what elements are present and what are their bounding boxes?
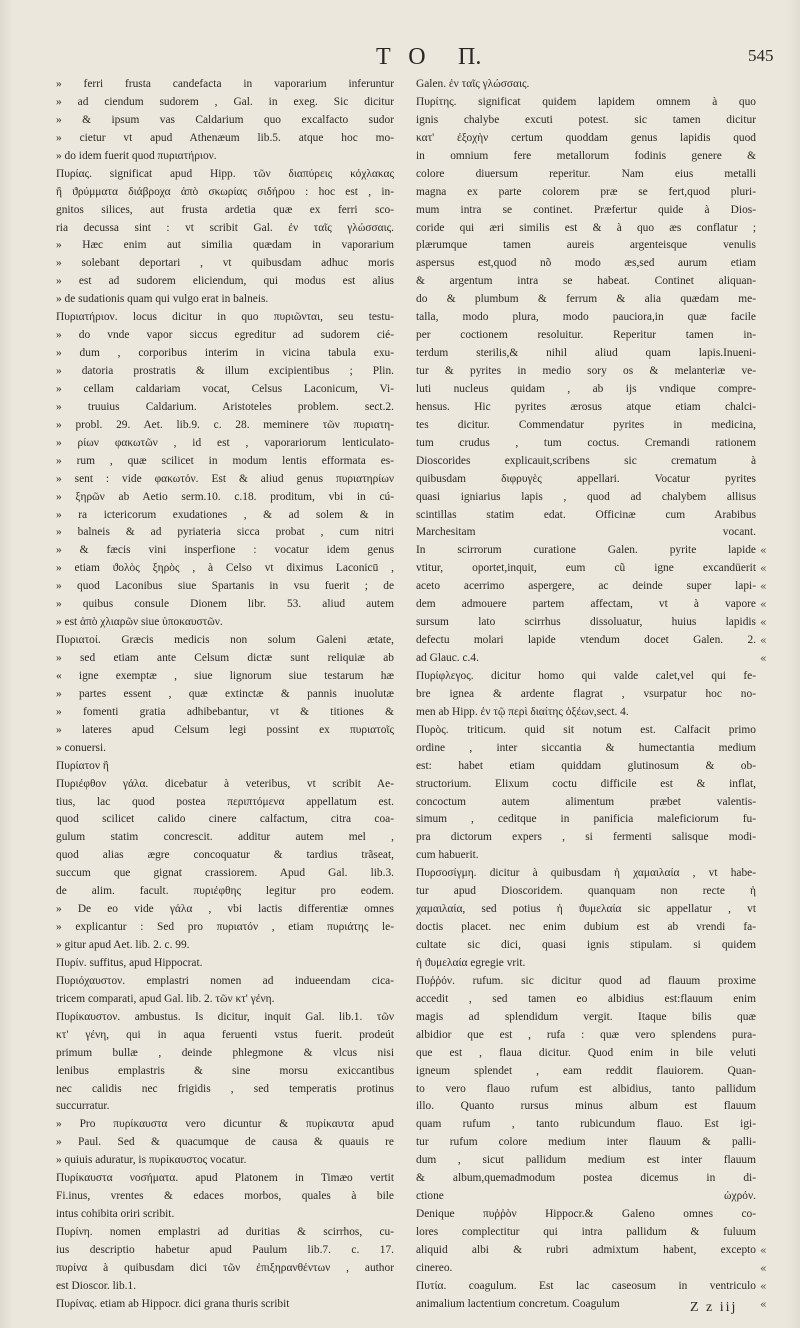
left-column-line: quod scilicet calido cinere calfactum, citra coa- [56,813,394,826]
right-column-line: ἡ ϑυμελαία egregie vrit. [416,956,526,969]
left-column-line: » etiam ϑολὸς ξηρὸς , à Celso vt diximus Laconicū , [56,562,394,575]
margin-quote-mark [760,489,780,507]
margin-quote-mark [760,937,780,955]
right-column-line: tur & pyrites in medio sory os & melanteriæ ve- [416,365,756,377]
margin-quote-mark [760,471,780,489]
margin-quote-mark: « [760,1243,767,1257]
right-column-line: ctione ὠχρόν. [416,1190,756,1203]
right-column-line: colore diuersum reperitur. Nam eius metalli [416,167,756,180]
left-column-line: » ad ciendum sudorem , Gal. in exeg. Sic dicitur [56,95,394,108]
left-column-line: » sed etiam ante Celsum dictæ sunt reliquiæ ab [56,652,394,664]
right-column-line: In scirrorum curatione Galen. pyrite lapide [416,544,756,557]
margin-quote-mark [760,1116,780,1134]
header-left: T O [376,44,432,70]
margin-quote-mark: « [760,580,767,594]
margin-quote-mark [760,1027,780,1045]
margin-quote-mark [760,865,780,883]
margin-quote-mark [760,1134,780,1152]
margin-quote-mark [760,112,780,130]
right-column-line: cinereo. [416,1261,453,1274]
margin-quote-mark [760,417,780,435]
margin-quote-mark [760,758,780,776]
margin-quote-mark [760,237,780,255]
left-column-line: Πυρίνη. nomen emplastri ad duritias & scirrhos, cu- [56,1226,394,1238]
left-column-line: » & ipsum vas Caldarium quo excalfacto sudor [56,113,394,126]
left-column-line: Πυρίας. significat apud Hipp. τῶν διαπύρεις κόχλακας [56,167,394,180]
right-column-line: Πυῤῥόν. rufum. sic dicitur quod ad flauum proxime [416,974,756,987]
left-column-line: Πυρίκαυστον. ambustus. Is dicitur, inquit Gal. lib.1. τῶν [56,1010,394,1023]
right-column-line: scintillas statim edat. Officinæ cum Arabibus [416,508,756,521]
left-column-line: ria decussa sint : vt scribit Gal. ἐν ταῖς γλώσσαις. [56,221,394,234]
left-column-line: » gitur apud Aet. lib. 2. c. 99. [56,939,190,951]
left-column-line: » & fæcis vini insperfione : vocatur idem genus [56,544,394,557]
right-column-line: igneum splendet , eam reddit flauiorem. Quan- [416,1064,756,1077]
left-column-line: » sent : vide φακωτόν. Est & aliud genus πυριατηρίων [56,472,394,485]
left-column-line: Πυρίν. suffitus, apud Hippocrat. [56,956,203,969]
margin-quote-mark [760,255,780,273]
right-column-line: defectu molari lapide vtendum docet Galen. 2. [416,634,756,647]
right-column-line: Πυρὸς. triticum. quid sit notum est. Calfacit primo [416,723,756,736]
right-column-line: tur rufum colore medium inter flauum & palli- [416,1136,756,1149]
margin-quote-mark [760,847,780,865]
margin-quote-mark [760,327,780,345]
left-column-line: πυρίνα à quibusdam dici τῶν ἐπιξηρανθέντων , author [56,1261,394,1274]
margin-quote-mark [760,704,780,722]
left-column-line: κτ' γένη, qui in aqua feruenti vstus fuerit. prodeút [56,1028,394,1041]
left-column-line: Πυρίκαυστα νοσήματα. apud Platonem in Timæo vertit [56,1172,394,1185]
right-column-line: magis ad splendidum vergit. Itaque bilis quæ [416,1010,756,1023]
right-column-line: κατ' ἐξοχὴν certum quoddam genus lapidis quod [416,131,756,144]
margin-quote-mark [760,381,780,399]
margin-quote-mark [760,1224,780,1242]
left-column-line: Πυρίατον ἢ [56,759,109,772]
margin-quote-mark [760,507,780,525]
left-column-line: gnitos silices, aut frusta ardetia quæ ex ferri sco- [56,203,394,216]
left-column-line: ἢ ϑρύμματα διάβροχα ἀπὸ σκωρίας σιδήρου : hoc est , in- [56,185,394,198]
margin-quote-mark [760,955,780,973]
left-column-line: » datoria prostratis & illum excipientibus ; Plin. [56,365,394,377]
right-column-line: doctis placet. nec enim dubium est ab vrendi fa- [416,921,756,934]
right-column-line: χαμαιλαία, sed potius ἡ ϑυμελαία sic appellatur , vt [416,903,756,916]
margin-quote-mark [760,148,780,166]
margin-quote-mark [760,1170,780,1188]
left-column-line: » Pro πυρίκαυστα vero dicuntur & πυρίκαυτα apud [56,1118,394,1131]
right-column-line: tur apud Dioscoridem. quanquam non recte ἡ [416,885,756,898]
left-column-line: » quiuis aduratur, is πυρίκαυστος vocatur. [56,1154,247,1167]
right-column-line: talla, modo plura, modo pauciora,in quæ facile [416,311,756,324]
left-column-line: » lateres apud Celsum legi possint ex πυριατοῖς [56,723,394,736]
left-column-line: Fi.inus, vrentes & edaces morbos, quales à bile [56,1190,394,1203]
right-column-line: & album,quemadmodum postea dicemus in di- [416,1172,756,1185]
margin-quote-mark [760,740,780,758]
margin-quote-mark [760,309,780,327]
left-column-line: » partes essent , quæ extinctæ & pannis inuolutæ [56,687,394,700]
margin-quote-mark: « [760,598,767,612]
left-column-line: nec calidis nec frigidis , sed temperatis protinus [56,1082,394,1095]
margin-quote-mark [760,273,780,291]
left-column-line: » quod Laconibus siue Spartanis in vsu fuerit ; de [56,580,394,593]
right-column-line: quam rufum , tanto rubicundum flauo. Est igi- [416,1118,756,1131]
margin-quote-mark [760,919,780,937]
margin-quote-mark [760,345,780,363]
left-column-line: » truuius Caldarium. Aristoteles problem. sect.2. [56,400,394,413]
right-column-line: dum , sicut pallidum medium est inter flauum [416,1154,756,1167]
right-column-line: sursum lato scirrhus dissoluatur, huius lapidis [416,616,756,629]
margin-quote-mark [760,524,780,542]
right-column-line: & argentum intra se habeat. Continet aliquan- [416,275,756,288]
header-mid: Π. [458,44,482,70]
margin-quote-mark [760,291,780,309]
right-column-line: Dioscorides explicauit,scribens sic crematum à [416,454,756,467]
margin-quote-mark [760,722,780,740]
margin-quote-mark [760,1098,780,1116]
left-column-line: » do vnde vapor siccus egreditur ad sudorem cié- [56,329,394,342]
left-column-line: tricem comparati, apud Gal. lib. 2. τῶν κτ' γένη. [56,992,275,1005]
margin-quote-mark [760,776,780,794]
right-column-line: terdum sterilis,& nihil aliud quam lapis.Inueni- [416,347,756,360]
right-column-line: Denique πυῤῥὸν Hippocr.& Galeno omnes co- [416,1208,756,1221]
margin-quote-mark [760,202,780,220]
margin-quote-mark [760,668,780,686]
margin-quote-mark [760,686,780,704]
right-column-line: ignis chalybe excuti potest. sic tamen dicitur [416,113,756,126]
left-column-line: » est ἀπὸ χλιαρῶν siue ὑποκαυστῶν. [56,616,223,629]
right-column-line: Πυτία. coagulum. Est lac caseosum in ventriculo [416,1279,756,1292]
left-column-line: quod alias ægre concoquatur & tardius trãseat, [56,849,394,862]
right-column-line: animalium lactentium concretum. Coagulum [416,1297,620,1310]
right-column-line: aceto acerrimo aspergere, ac deinde super lapi- [416,580,756,593]
margin-quote-mark [760,1081,780,1099]
margin-quote-mark [760,1063,780,1081]
left-column-line: » de sudationis quam qui vulgo erat in balneis. [56,293,269,306]
right-column-line: albidior que est , rufa : quæ vero splendens pura- [416,1028,756,1041]
right-column-line: hensus. Hic pyrites ærosus atque etiam chalci- [416,400,756,413]
left-column-line: Πυριόχαυστον. emplastri nomen ad indueendam cica- [56,974,394,987]
left-column-line: » rum , quæ scilicet in modum lentis efformata es- [56,454,394,467]
right-column-line: concoctum autem alimentum præbet valentis- [416,795,756,808]
margin-quote-mark [760,166,780,184]
margin-quote-mark: « [760,652,767,665]
margin-quote-mark: « [760,1279,767,1293]
margin-quote-mark: « [760,1261,767,1275]
left-column-line: primum bullæ , deinde phlegmone & vlcus nisi [56,1046,394,1059]
left-column-line: » do idem fuerit quod πυριατήριον. [56,149,217,162]
margin-quote-mark: « [760,1297,767,1311]
margin-quote-mark [760,130,780,148]
right-margin-quotes [760,76,780,1314]
margin-quote-mark [760,435,780,453]
right-column-line: cultate sic dici, quasi ignis stipulam. si quidem [416,939,756,951]
right-column-line: coride qui æri similis est & à quo æs conflatur ; [416,221,756,234]
left-column-line: » fomenti gratia adhibebantur, vt & titiones & [56,705,394,718]
right-column-line: ad Glauc. c.4. [416,652,479,664]
margin-quote-mark [760,1045,780,1063]
margin-quote-mark [760,94,780,112]
right-column-line: vtitur, oportet,inquit, eum cũ igne excandüerit [416,562,756,575]
left-column-line: Πυριέφθον γάλα. dicebatur à veteribus, vt scribit Ae- [56,777,394,790]
right-column-line: aliquid albi & rubri admixtum habent, excepto [416,1243,756,1256]
margin-quote-mark [760,1152,780,1170]
margin-quote-mark: « [760,616,767,630]
right-column-line: que est , flaua dicitur. Quod enim in bile veluti [416,1046,756,1059]
margin-quote-mark: « [760,634,767,648]
margin-quote-mark [760,184,780,202]
left-column-line: lenibus emplastris & sine morsu exiccantibus [56,1064,394,1077]
signature-mark: Z z iij [690,1300,738,1315]
margin-quote-mark: « [760,544,767,558]
right-column-line: illo. Quanto rursus minus album est flauum [416,1100,756,1113]
left-column-line: » ferri frusta candefacta in vaporarium inferuntur [56,78,394,90]
page-number: 545 [748,46,774,65]
left-column-line: » Paul. Sed & quacumque de causa & quauis re [56,1136,394,1149]
margin-quote-mark: « [760,562,767,576]
right-column-line: pra dictorum expers , si fermenti salisque modi- [416,831,756,844]
right-column-line: plærumque tamen aureis argenteisque venulis [416,239,756,252]
left-column-line: gulum statim concrescit. additur autem mel , [56,831,394,844]
left-column-line: » solebant deportari , vt quibusdam adhuc moris [56,257,394,270]
left-column-line: » est ad sudorem eliciendum, qui modus est alius [56,275,394,288]
left-column-line: » probl. 29. Aet. lib.9. c. 28. meminere τῶν πυριατη- [56,418,394,431]
left-column-line: » ξηρῶν ab Aetio serm.10. c.18. proditum, vbi in cú- [56,490,394,503]
left-column-line: Πυριατήριον. locus dicitur in quo πυριῶνται, seu testu- [56,311,394,324]
right-column-line: dem admouere partem affectam, vt à vapore [416,598,756,611]
left-column-line: » quibus consule Dionem libr. 53. aliud autem [56,598,394,611]
margin-quote-mark [760,363,780,381]
right-column-line: accedit , sed tamen eo albidius est:flauum enim [416,992,756,1005]
margin-quote-mark [760,829,780,847]
left-column-line: » dum , corporibus interim in vicina tabula exu- [56,347,394,360]
right-column-line: aspersus est,quod nõ modo æs,sed aurum etiam [416,257,756,270]
right-column-line: tes dicitur. Commendatur pyrites in medicina, [416,418,756,431]
running-header [0,44,800,72]
right-column-line: per coctionem resoluitur. Reperitur tamen in- [416,329,756,342]
right-column-line: Πυρίφλεγος. dicitur homo qui valde calet,vel qui fe- [416,669,756,682]
right-column-line: to vero flauo rufum est albidius, tanto pallidum [416,1082,756,1095]
left-column-line: tius, lac quod postea περιπτόμενα appellatum est. [56,795,394,808]
right-column-line: tum crudus , tum coctus. Cremandi rationem [416,436,756,449]
right-column-line: est: habet etiam quiddam glutinosum & ob- [416,759,756,772]
right-column-line: mum intra se continet. Præfertur quide à Dios- [416,203,756,216]
margin-quote-mark [760,991,780,1009]
left-column-line: » Hæc enim aut similia quædam in vaporarium [56,239,394,252]
right-column-line: Galen. ἐν ταῖς γλώσσαις. [416,78,530,90]
right-column-line: quibusdam διφρυγὲς appellari. Vocatur pyrites [416,472,756,485]
left-column-line: » cietur vt apud Athenæum lib.5. atque hoc mo- [56,131,394,144]
margin-quote-mark [760,811,780,829]
left-column-line: » ρίων φακωτῶν , id est , vaporariorum lenticulato- [56,436,394,449]
left-column-line: » De eo vide γάλα , vbi lactis differentiæ omnes [56,903,394,916]
right-column-line: do & plumbum & ferrum & alia quædam me- [416,293,756,306]
margin-quote-mark [760,453,780,471]
left-column [56,76,394,1314]
right-column-line: simum , ceditque in panificia maleficiorum fu- [416,813,756,826]
left-column-line: succurratur. [56,1100,110,1113]
margin-quote-mark [760,973,780,991]
right-column-line: magna ex parte colorem præ se fert,quod pluri- [416,185,756,198]
left-column-line: de alim. facult. πυριέφθης legitur pro eodem. [56,885,394,898]
left-column-line: Πυριατοί. Græcis medicis non solum Galeni ætate, [56,634,394,647]
left-column-line: « igne exemptæ , siue lignorum siue testarum hæ [56,669,394,682]
left-column-line: » cellam caldariam vocat, Celsus Laconicum, Vi- [56,382,394,395]
margin-quote-mark [760,883,780,901]
margin-quote-mark [760,220,780,238]
left-column-line: succum que gignat crassiorem. Apud Gal. lib.3. [56,867,394,880]
right-column-line: lores complectitur qui intra pallidum & fuluum [416,1226,756,1238]
margin-quote-mark [760,901,780,919]
right-column-line: luti nucleus quidam , ab ijs vndique compre- [416,382,756,395]
margin-quote-mark [760,794,780,812]
right-column-line: ordine , inter siccantia & humectantia medium [416,741,756,754]
left-column-line: est Dioscor. lib.1. [56,1279,137,1292]
margin-quote-mark [760,1009,780,1027]
right-column-line: structorium. Elixum coctu difficile est & inflat, [416,777,756,790]
margin-quote-mark [760,399,780,417]
right-column [416,76,756,1314]
left-column-line: Πυρίνας. etiam ab Hippocr. dici grana thuris scribit [56,1297,290,1310]
right-column-line: Πυρίτης. significat quidem lapidem omnem à quo [416,95,756,108]
left-column-line: » balneis & ad pyriateria sicca probat , cum nitri [56,526,394,539]
left-column-line: » ra ictericorum exudationes , & ad solem & in [56,508,394,521]
right-column-line: quasi igniarius lapis , quod ad chalybem allisus [416,490,756,503]
right-column-line: bre ignea & ardente flagrat , vsurpatur hoc no- [416,687,756,700]
margin-quote-mark [760,1206,780,1224]
margin-quote-mark [760,1188,780,1206]
left-column-line: ius descriptio habetur apud Paulum lib.7. c. 17. [56,1243,394,1256]
left-column-line: » conuersi. [56,741,106,754]
right-column-line: cum habuerit. [416,849,479,862]
margin-quote-mark [760,76,780,94]
left-column-line: intus cohibita oriri scribit. [56,1208,175,1221]
right-column-line: in omnium fere metallorum fodinis genere & [416,149,756,162]
right-column-line: Marchesitam vocant. [416,526,756,539]
left-column-line: » explicantur : Sed pro πυριατόν , etiam πυριάτης le- [56,921,394,934]
right-column-line: men ab Hipp. ἐν τῷ περὶ διαίτης ὀξέων,sect. 4. [416,705,629,718]
right-column-line: Πυρσοσίγμη. dicitur à quibusdam ἡ χαμαιλαία , vt habe- [416,867,756,880]
